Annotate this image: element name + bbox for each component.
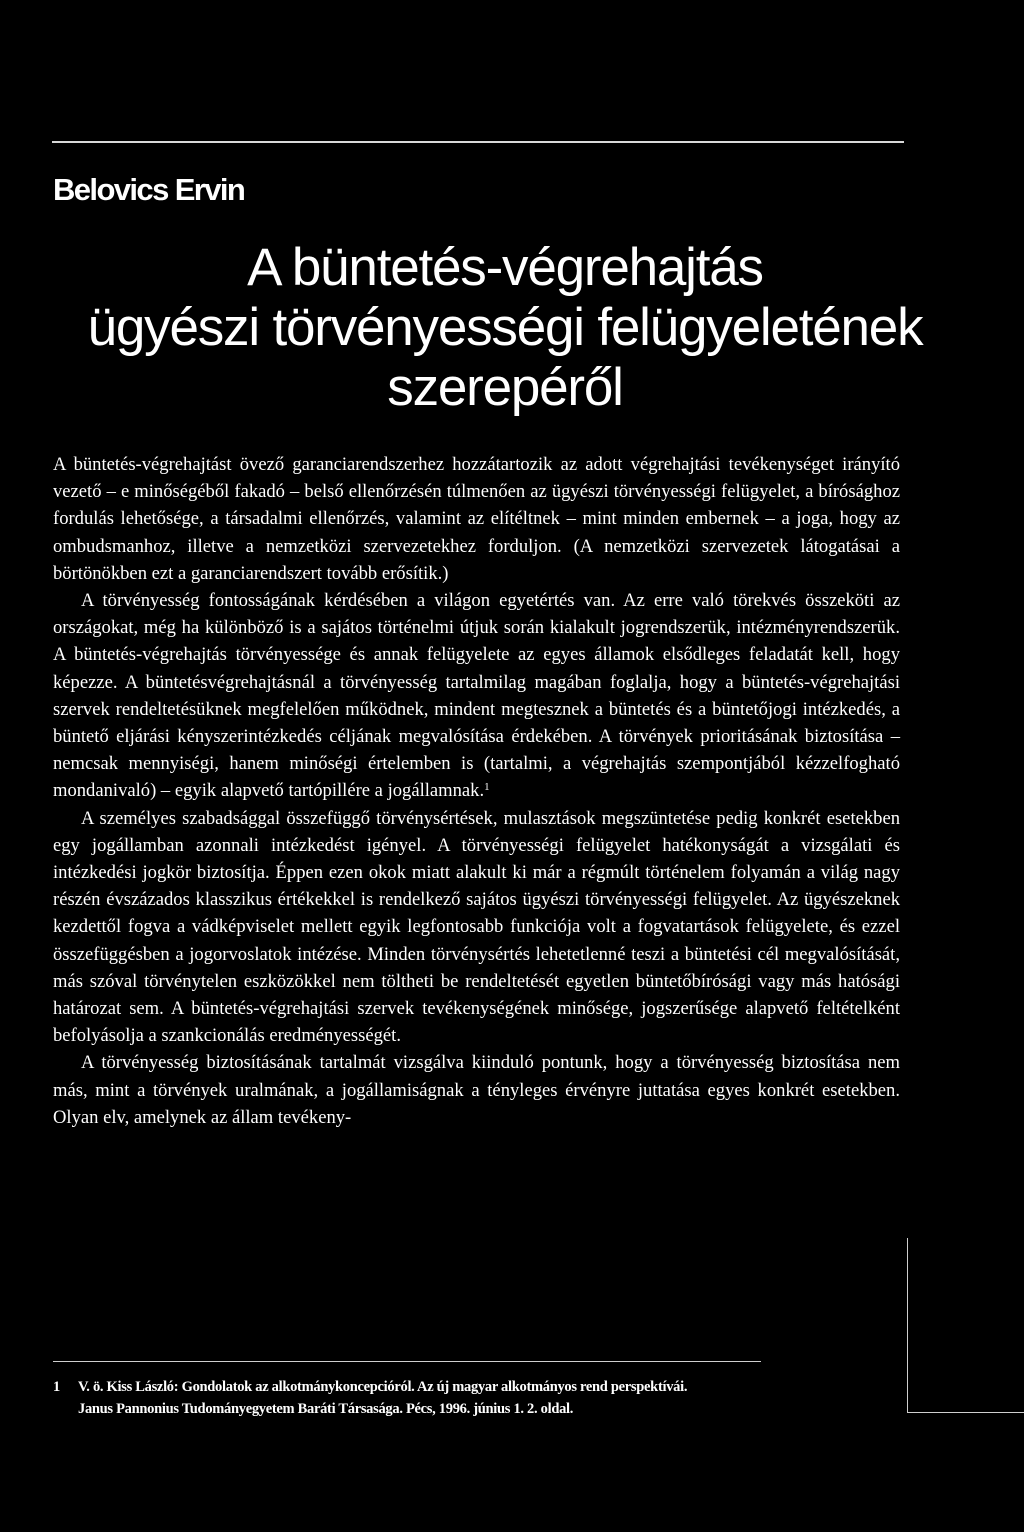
- title-line-2: ügyészi törvényességi felügyeletének: [87, 298, 923, 357]
- footnote-separator: [53, 1361, 761, 1362]
- margin-vertical-rule: [907, 1238, 908, 1413]
- footnote-reference[interactable]: 1: [484, 781, 490, 794]
- footnote: [53, 1376, 903, 1420]
- article-body: [53, 451, 900, 1131]
- footnote-text: [78, 1376, 903, 1420]
- paragraph-3: A személyes szabadsággal összefüggő törvénysértések, mulasztások megszüntetése pedig konkrét esetekben egy jogállamban azonnali intézkedést igényel. A törvényességi felügyelet hatékonyságát a vizsgálati és intézkedési jogkör biztosítja. Éppen ezen okok miatt alakult ki már a régmúlt történelem folyamán a világ nagy részén évszázados klasszikus értékekkel is rendelkező sajátos ügyészi törvényességi felügyelet. Az ügyészeknek kezdettől fogva a vádképviselet mellett egyik legfontosabb funkciója volt a fogvatartások felügyelete, és ezzel összefüggésben a jogorvoslatok intézése. Minden törvénysértés lehetetlenné teszi a büntetési cél megvalósítását, más szóval törvénytelen eszközökkel nem töltheti be rendeltetését egyetlen büntetőbírósági vagy más hatósági határozat sem. A büntetés-végrehajtási szervek tevékenységének minősége, jogszerűsége alapvető feltételként befolyásolja a szankcionálás eredményességét.: [53, 807, 900, 1047]
- footnote-number: 1: [53, 1379, 60, 1395]
- article-title: [40, 238, 970, 418]
- margin-horizontal-rule: [907, 1412, 1024, 1413]
- top-rule: [52, 141, 904, 143]
- paragraph-4: A törvényesség biztosításának tartalmát vizsgálva kiinduló pontunk, hogy a törvényesség biztosítása nem más, mint a törvények uralmának, a jogállamiságnak a tényleges érvényre juttatása egyes konkrét esetekben. Olyan elv, amelynek az állam tevékeny-: [53, 1052, 900, 1128]
- title-line-3: szerepéről: [387, 358, 623, 417]
- paragraph-2: [53, 587, 900, 805]
- paragraph-1: A büntetés-végrehajtást övező garanciarendszerhez hozzátartozik az adott végrehajtási tevékenységet irányító vezető – e minőségéből fakadó – belső ellenőrzésén túlmenően az ügyészi törvényességi felügyelet, a bírósághoz fordulás lehetősége, a társadalmi ellenőrzés, valamint az elítéltnek – mint minden embernek – a joga, hogy az ombudsmanhoz, illetve a nemzetközi szervezetekhez forduljon. (A nemzetközi szervezetek látogatásai a börtönökben ezt a garanciarendszert tovább erősítik.): [53, 454, 900, 584]
- author-name: Belovics Ervin: [53, 172, 245, 207]
- footnote-line-2: Janus Pannonius Tudományegyetem Baráti Társasága. Pécs, 1996. június 1. 2. oldal.: [78, 1401, 574, 1417]
- paragraph-2-text: A törvényesség fontosságának kérdésében a világon egyetértés van. Az erre való törekvés összeköti az országokat, még ha különböző is a sajátos történelmi útjuk során kialakult jogrendszerük, intézményrendszerük. A büntetés-végrehajtás törvényessége és annak felügyelete az egyes államok elsődleges feladatát kell, hogy képezze. A büntetésvégrehajtásnál a törvényesség tartalmilag magában foglalja, hogy a büntetés-végrehajtási szervek rendeltetésüknek megfelelően működnek, mindent megtesznek a büntetés és a büntetőjogi intézkedés, a büntető eljárási kényszerintézkedés céljának megvalósítása érdekében. A törvények prioritásának biztosítása – nemcsak mennyiségi, hanem minőségi értelemben is (tartalmi, a végrehajtás szempontjából kézzelfogható mondanivaló) – egyik alapvető tartópillére a jogállamnak.: [53, 590, 900, 802]
- title-line-1: A büntetés-végrehajtás: [247, 238, 763, 297]
- footnote-line-1: V. ö. Kiss László: Gondolatok az alkotmánykoncepcióról. Az új magyar alkotmányos rend perspektívái.: [78, 1379, 688, 1395]
